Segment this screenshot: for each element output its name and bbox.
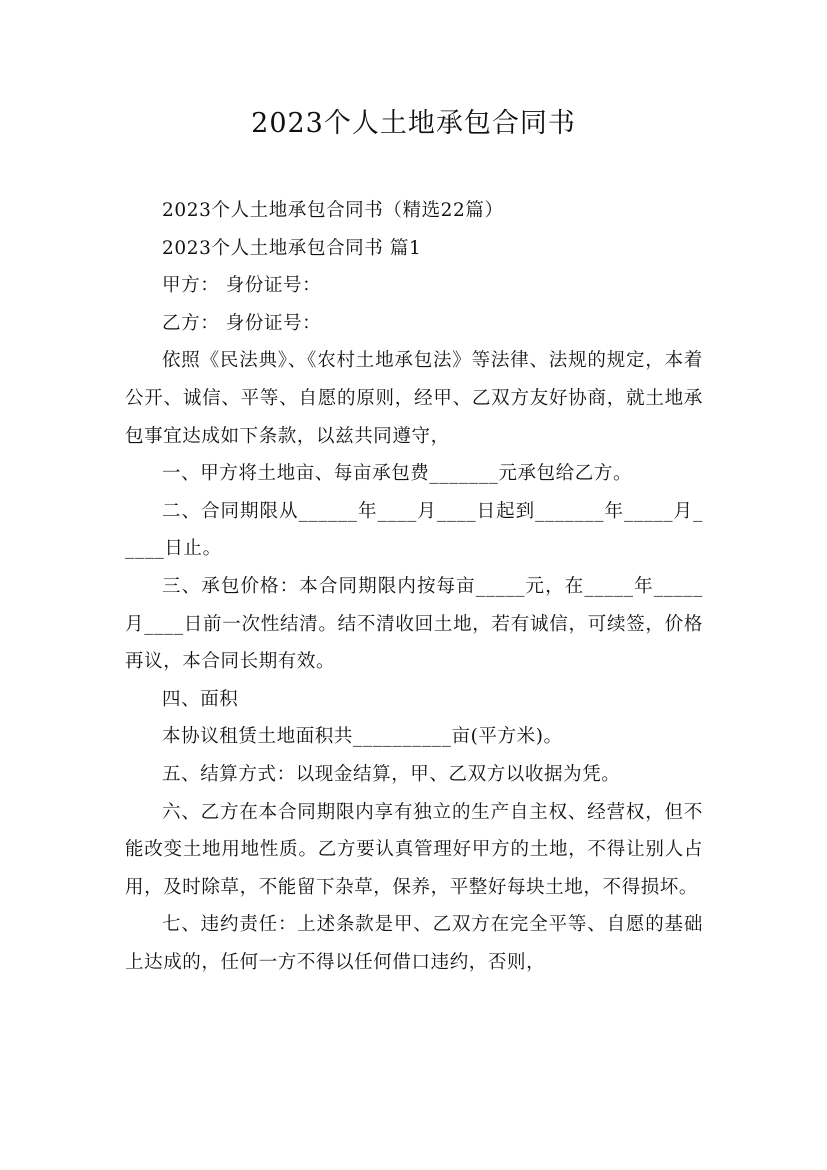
paragraph-clause-3: 三、承包价格：本合同期限内按每亩_____元，在_____年_____月____日前一次性结清。结不清收回土地，若有诚信，可续签，价格再议，本合同长期有效。 (125, 575, 703, 673)
paragraph-clause-7: 七、违约责任：上述条款是甲、乙双方在完全平等、自愿的基础上达成的，任何一方不得以任何借口违约，否则， (125, 914, 703, 973)
paragraph-subtitle: 2023个人土地承包合同书（精选22篇） (162, 200, 504, 221)
paragraph-preamble: 依照《民法典》、《农村土地承包法》等法律、法规的规定，本着公开、诚信、平等、自愿的原则，经甲、乙双方友好协商，就土地承包事宜达成如下条款，以兹共同遵守， (125, 350, 703, 447)
paragraph-clause-4-heading: 四、面积 (162, 688, 239, 710)
paragraph-clause-4-area: 本协议租赁土地面积共__________亩(平方米)。 (162, 726, 563, 748)
paragraph-party-b: 乙方： 身份证号： (162, 312, 322, 334)
paragraph-party-a: 甲方： 身份证号： (162, 275, 322, 297)
paragraph-section-heading: 2023个人土地承包合同书 篇1 (162, 237, 422, 259)
document-body (125, 192, 703, 981)
paragraph-clause-6: 六、乙方在本合同期限内享有独立的生产自主权、经营权，但不能改变土地用地性质。乙方要认真管理好甲方的土地，不得让别人占用，及时除草，不能留下杂草，保养，平整好每块土地，不得损坏。 (125, 801, 703, 898)
paragraph-clause-5: 五、结算方式：以现金结算，甲、乙双方以收据为凭。 (162, 763, 621, 785)
paragraph-clause-2: 二、合同期限从______年____月____日起到_______年_____月_____日止。 (125, 500, 703, 560)
paragraph-clause-1: 一、甲方将土地亩、每亩承包费_______元承包给乙方。 (162, 463, 633, 485)
document-title: 2023个人土地承包合同书 (251, 108, 576, 139)
